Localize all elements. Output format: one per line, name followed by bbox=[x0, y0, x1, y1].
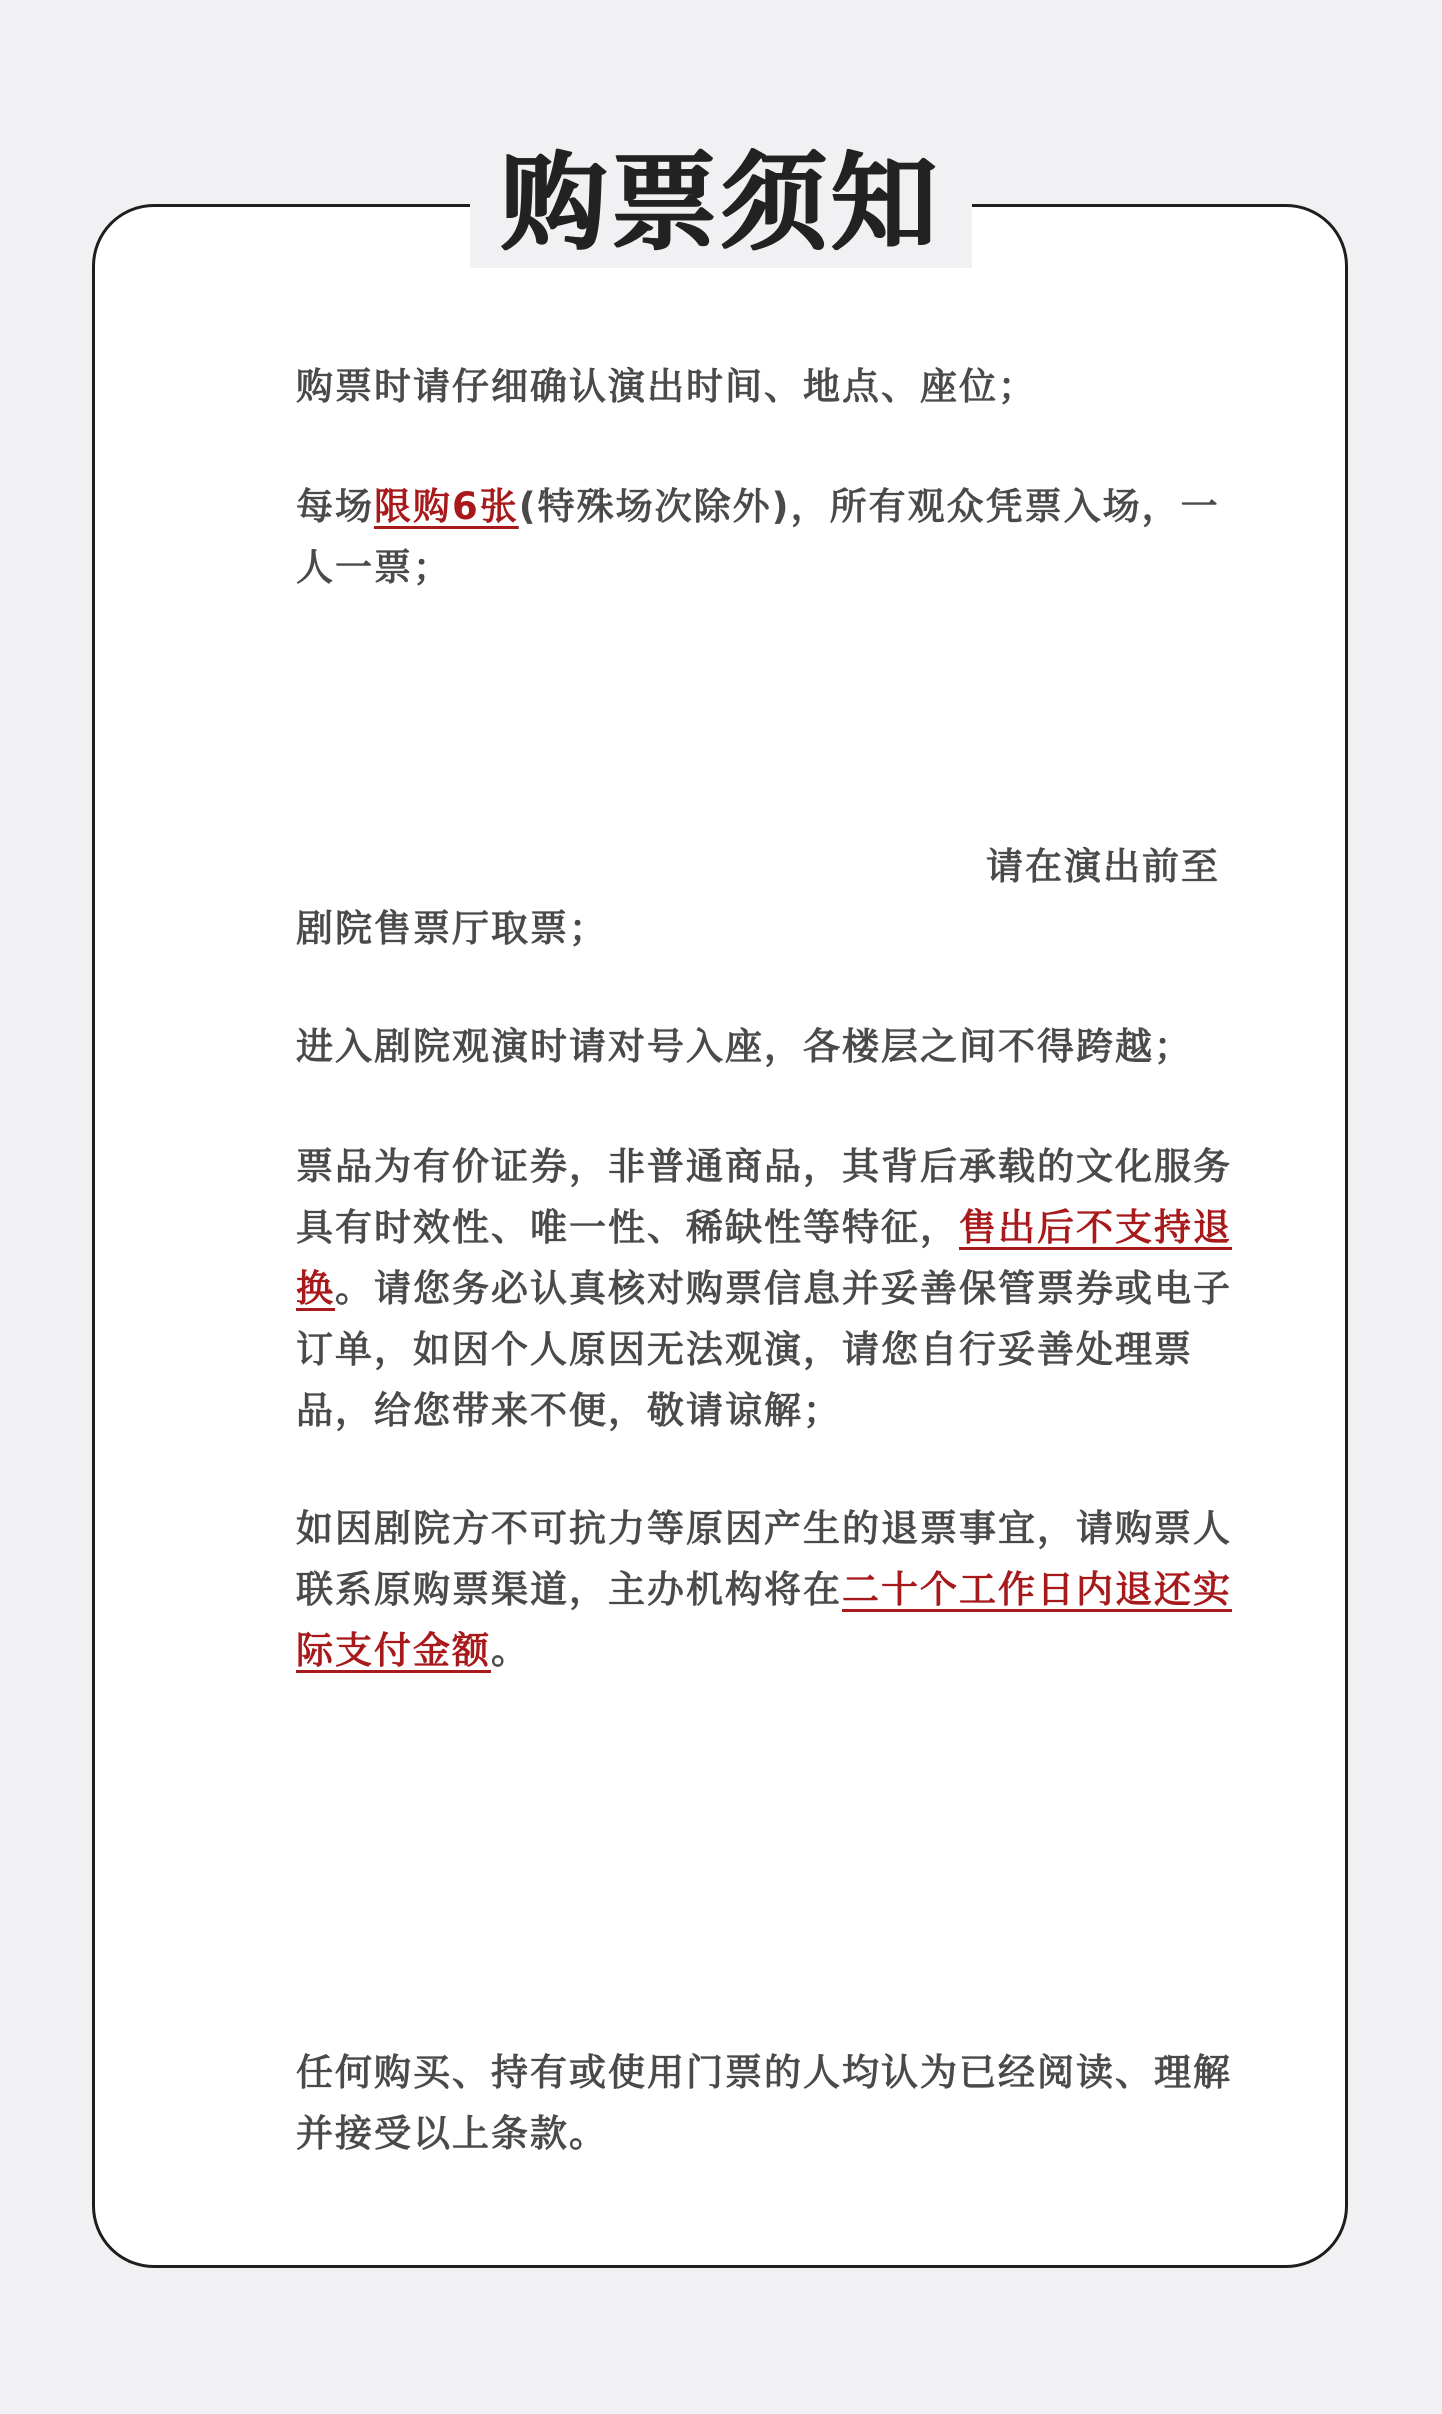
refund-period-highlight: 二十个工作日内退还实际支付金额 bbox=[296, 1568, 1232, 1672]
notice-item-confirm: 购票时请仔细确认演出时间、地点、座位； bbox=[296, 365, 1037, 408]
no-refund-text-after: 。请您务必认真核对购票信息并妥善保管票券或电子订单，如因个人原因无法观演，请您自行妥善处理票品，给您带来不便，敬请谅解； bbox=[296, 1267, 1232, 1432]
notice-item-no-refund bbox=[296, 1136, 1236, 1441]
no-refund-text-before: 票品为有价证券，非普通商品，其背后承载的文化服务具有时效性、唯一性、稀缺性等特征， bbox=[296, 1145, 1232, 1249]
notice-item-purchase-limit bbox=[296, 476, 1236, 598]
no-refund-highlight: 售出后不支持退换 bbox=[296, 1206, 1232, 1310]
force-majeure-text-before: 如因剧院方不可抗力等原因产生的退票事宜，请购票人联系原购票渠道，主办机构将在 bbox=[296, 1507, 1232, 1611]
notice-item-force-majeure bbox=[296, 1498, 1236, 1681]
force-majeure-text-after: 。 bbox=[491, 1629, 530, 1672]
page-title: 购票须知 bbox=[501, 140, 941, 265]
purchase-limit-text-after: (特殊场次除外)，所有观众凭票入场，一人一票； bbox=[296, 485, 1220, 589]
title-banner bbox=[470, 138, 972, 268]
notice-item-seating: 进入剧院观演时请对号入座，各楼层之间不得跨越； bbox=[296, 1025, 1193, 1068]
purchase-limit-text-before: 每场 bbox=[296, 485, 374, 528]
notice-item-pickup-line2: 剧院售票厅取票； bbox=[296, 907, 608, 950]
purchase-limit-highlight: 限购6张 bbox=[374, 485, 519, 528]
notice-item-acceptance: 任何购买、持有或使用门票的人均认为已经阅读、理解并接受以上条款。 bbox=[296, 2051, 1232, 2155]
notice-item-pickup-line1: 请在演出前至 bbox=[986, 845, 1220, 888]
